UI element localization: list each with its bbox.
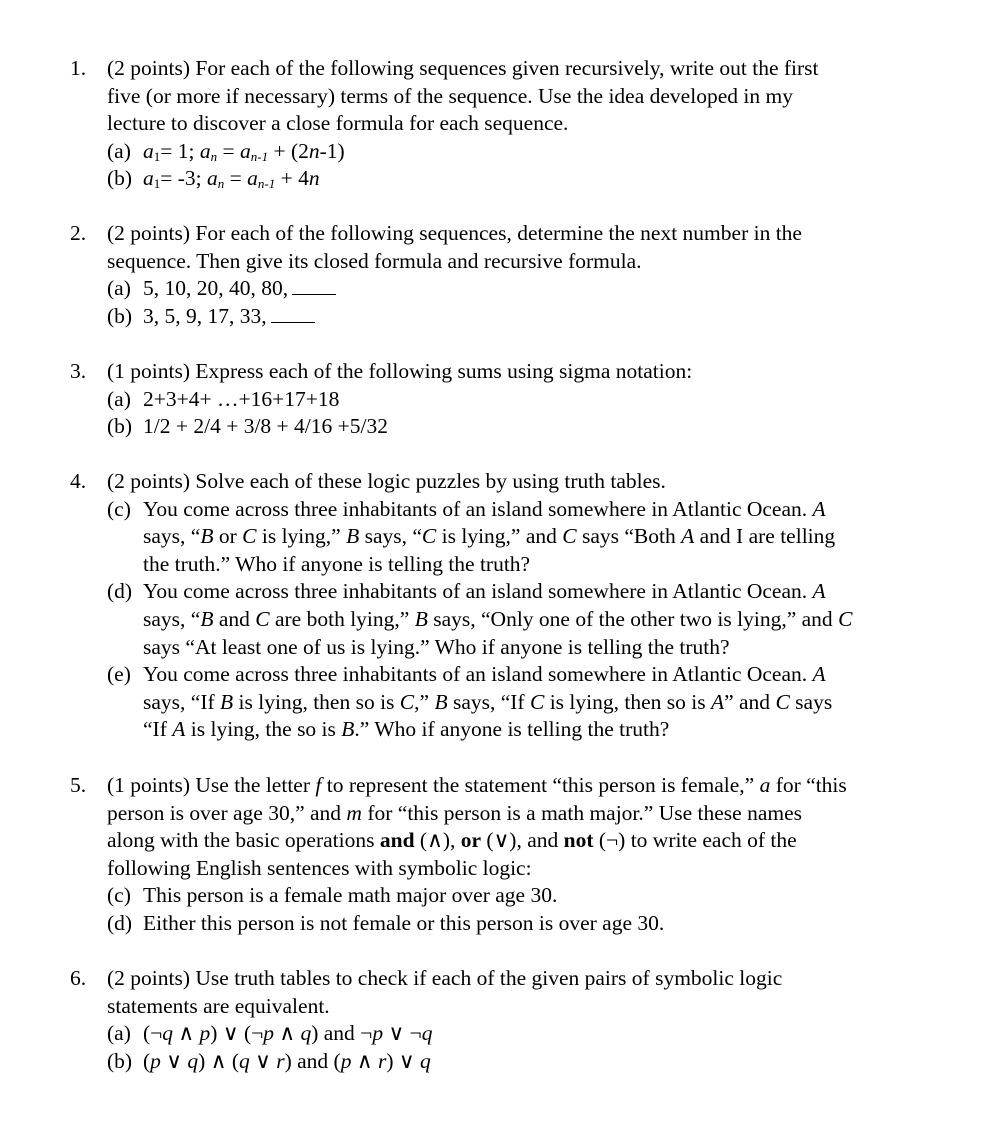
problem-text-line: following English sentences with symbolic logic: [107,855,532,880]
part-e [107,661,942,744]
puzzle-line: You come across three inhabitants of an island somewhere in Atlantic Ocean. A [143,662,826,687]
part-b [107,413,942,441]
puzzle-line: “If A is lying, the so is B.” Who if anyone is telling the truth? [143,717,670,742]
puzzle-line: the truth.” Who if anyone is telling the truth? [143,551,531,576]
part-a [107,386,942,414]
formula: $a_1= 1$; $a_n = a_{n-1} + (2n-1)$ [143,138,345,164]
puzzle-line: says, “If B is lying, then so is C,” B says, “If C is lying, then so is A” and C says [143,689,833,714]
part-label: (d) [107,910,133,935]
part-label: (c) [107,883,131,908]
problem-text-line: (1 points) Use the letter f to represent the statement “this person is female,” a for “this [107,773,847,797]
problem-text-line: person is over age 30,” and m for “this person is a math major.” Use these names [107,800,802,825]
puzzle-line: says “At least one of us is lying.” Who if anyone is telling the truth? [143,634,730,659]
problem-number: 2. [70,221,87,245]
problem-text-line: (2 points) Use truth tables to check if each of the given pairs of symbolic logic [107,966,783,990]
part-label: (e) [107,662,131,687]
puzzle-line: You come across three inhabitants of an island somewhere in Atlantic Ocean. A [143,496,826,521]
part-label: (b) [107,303,133,328]
part-b [107,303,942,331]
part-d [107,910,942,938]
problem-text-line: statements are equivalent. [107,993,330,1018]
answer-blank [271,304,315,323]
puzzle-line: says, “B or C is lying,” B says, “C is lying,” and C says “Both A and I are telling [143,524,836,549]
part-d [107,578,942,661]
part-label: (d) [107,579,133,604]
problem-text-line: sequence. Then give its closed formula and recursive formula. [107,248,642,273]
problem-text-line: (1 points) Express each of the following sums using sigma notation: [107,359,693,383]
part-label: (a) [107,138,131,163]
puzzle-line: says, “B and C are both lying,” B says, “Only one of the other two is lying,” and C [143,606,853,631]
part-label: (b) [107,414,133,439]
sentence-text: This person is a female math major over age 30. [143,883,558,908]
part-label: (b) [107,1048,133,1073]
problem-number: 5. [70,773,87,797]
part-label: (a) [107,386,131,411]
answer-blank [292,276,336,295]
problem-number: 1. [70,56,87,80]
part-a [107,275,942,303]
problem-number: 4. [70,469,87,493]
problem-number: 3. [70,359,87,383]
sequence-text: 3, 5, 9, 17, 33, [143,303,267,328]
sum-text: 1/2 + 2/4 + 3/8 + 4/16 +5/32 [143,414,388,439]
part-a [107,1020,942,1048]
part-b [107,165,942,193]
part-c [107,882,942,910]
formula: $a_1= -3$; $a_n = a_{n-1} + 4n$ [143,166,320,192]
problem-text-line: along with the basic operations and (∧), or (∨), and not (¬) to write each of the [107,828,797,853]
problem-text-line: lecture to discover a close formula for each sequence. [107,111,569,136]
part-b [107,1048,942,1076]
problem-text-line: five (or more if necessary) terms of the sequence. Use the idea developed in my [107,83,793,108]
part-label: (b) [107,166,133,191]
logic-expression: (p ∨ q) ∧ (q ∨ r) and (p ∧ r) ∨ q [143,1048,431,1073]
problem-text-line: (2 points) For each of the following sequences given recursively, write out the first [107,56,819,80]
part-c [107,496,942,579]
sequence-text: 5, 10, 20, 40, 80, [143,276,289,301]
part-label: (a) [107,1021,131,1046]
problem-text-line: (2 points) For each of the following sequences, determine the next number in the [107,221,802,245]
sentence-text: Either this person is not female or this person is over age 30. [143,910,665,935]
part-label: (c) [107,496,131,521]
logic-expression: (¬q ∧ p) ∨ (¬p ∧ q) and ¬p ∨ ¬q [143,1021,433,1046]
sum-text: 2+3+4+ …+16+17+18 [143,386,340,411]
problem-text-line: (2 points) Solve each of these logic puzzles by using truth tables. [107,469,666,493]
part-a [107,138,942,166]
problem-number: 6. [70,966,87,990]
puzzle-line: You come across three inhabitants of an island somewhere in Atlantic Ocean. A [143,579,826,604]
part-label: (a) [107,276,131,301]
